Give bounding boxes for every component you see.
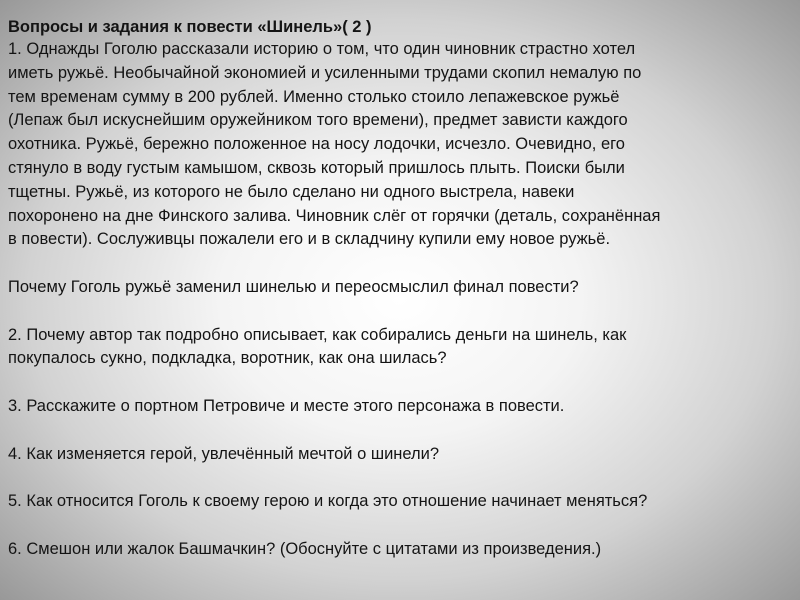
story-line: (Лепаж был искуснейшим оружейником того времени), предмет зависти каждого <box>8 111 628 130</box>
slide-content <box>8 16 798 562</box>
question-2-line: покупалось сукно, подкладка, воротник, как она шилась? <box>8 349 447 368</box>
spacer <box>8 252 798 276</box>
story-line: стянуло в воду густым камышом, сквозь который пришлось плыть. Поиски были <box>8 158 625 177</box>
spacer <box>8 466 798 490</box>
question-3-text: 3. Расскажите о портном Петровиче и месте этого персонажа в повести. <box>8 396 565 415</box>
story-line: похоронено на дне Финского залива. Чиновник слёг от горячки (деталь, сохранённая <box>8 206 661 225</box>
question-2-line: 2. Почему автор так подробно описывает, как собирались деньги на шинель, как <box>8 325 627 344</box>
slide-title: Вопросы и задания к повести «Шинель»( 2 ) <box>8 18 372 36</box>
story-paragraph <box>8 38 798 252</box>
question-1 <box>8 276 798 300</box>
question-3 <box>8 395 798 419</box>
question-4-text: 4. Как изменяется герой, увлечённый мечтой о шинели? <box>8 444 440 463</box>
story-line: иметь ружьё. Необычайной экономией и усиленными трудами скопил немалую по <box>8 63 642 82</box>
question-6-text: 6. Смешон или жалок Башмачкин? (Обоснуйте с цитатами из произведения.) <box>8 539 602 558</box>
story-line: тщетны. Ружьё, из которого не было сделано ни одного выстрела, навеки <box>8 182 575 201</box>
spacer <box>8 371 798 395</box>
story-line: 1. Однажды Гоголю рассказали историю о том, что один чиновник страстно хотел <box>8 40 636 58</box>
story-line: охотника. Ружьё, бережно положенное на носу лодочки, исчезло. Очевидно, его <box>8 135 625 154</box>
question-2 <box>8 324 798 372</box>
question-4 <box>8 443 798 467</box>
spacer <box>8 419 798 443</box>
question-5-text: 5. Как относится Гоголь к своему герою и когда это отношение начинает меняться? <box>8 492 648 511</box>
question-1-text: Почему Гоголь ружьё заменил шинелью и переосмыслил финал повести? <box>8 277 579 296</box>
question-5 <box>8 490 798 514</box>
question-6 <box>8 538 798 562</box>
story-line: в повести). Сослуживцы пожалели его и в складчину купили ему новое ружьё. <box>8 230 611 249</box>
story-line: тем временам сумму в 200 рублей. Именно столько стоило лепажевское ружьё <box>8 87 620 106</box>
spacer <box>8 300 798 324</box>
spacer <box>8 514 798 538</box>
